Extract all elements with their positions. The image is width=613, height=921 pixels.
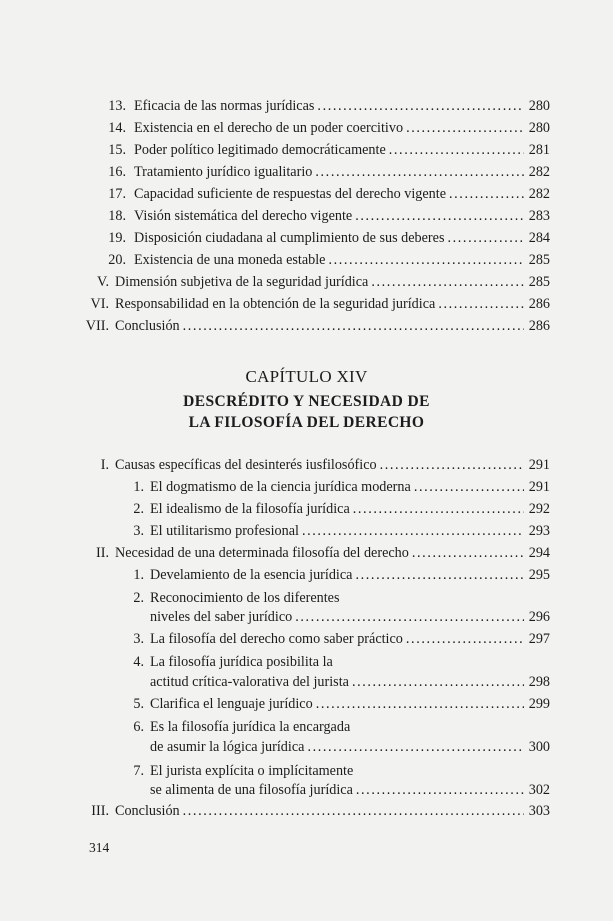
toc-entry [0, 272, 613, 292]
leader-dots [411, 477, 524, 497]
entry-line [134, 118, 550, 138]
leader-dots [409, 543, 524, 563]
entry-title: Existencia en el derecho de un poder coercitivo [134, 120, 404, 136]
entry-number: 5. [133, 696, 144, 712]
entry-title-continued: actitud crítica-valorativa del jurista [150, 674, 349, 690]
entry-title: Es la filosofía jurídica la encargada [150, 719, 351, 735]
entry-title: Dimensión subjetiva de la seguridad jurídica [115, 274, 369, 290]
leader-dots [299, 521, 524, 541]
entry-page: 293 [528, 523, 550, 539]
entry-line [150, 629, 550, 649]
toc-entry [0, 184, 613, 204]
entry-line [115, 455, 550, 475]
toc-entry [0, 140, 613, 160]
toc-entry [0, 499, 613, 519]
entry-page: 299 [528, 696, 550, 712]
entry-number: 13. [108, 98, 126, 114]
entry-line [134, 162, 550, 182]
toc-entry [0, 162, 613, 182]
entry-page: 282 [528, 164, 550, 180]
toc-entry [0, 652, 613, 672]
entry-number: 2. [133, 501, 144, 517]
entry-line [134, 140, 550, 160]
toc-entry [0, 588, 613, 608]
chapter-label: CAPÍTULO XIV [245, 367, 368, 386]
toc-entry-continuation [0, 737, 613, 757]
entry-title-continued: de asumir la lógica jurídica [150, 739, 305, 755]
entry-page: 302 [528, 782, 550, 798]
entry-page: 297 [528, 631, 550, 647]
entry-page: 283 [528, 208, 550, 224]
entry-number: II. [96, 545, 109, 561]
entry-line [150, 565, 550, 585]
entry-page: 292 [528, 501, 550, 517]
leader-dots [403, 118, 524, 138]
chapter-title-line-1: DESCRÉDITO Y NECESIDAD DE [183, 393, 430, 410]
leader-dots [313, 694, 524, 714]
entry-number: 15. [108, 142, 126, 158]
entry-line [150, 694, 550, 714]
entry-page: 286 [528, 318, 550, 334]
entry-title: Conclusión [115, 803, 180, 819]
entry-title: La filosofía jurídica posibilita la [150, 654, 333, 670]
entry-line [150, 672, 550, 692]
leader-dots [352, 565, 524, 585]
entry-title: Disposición ciudadana al cumplimiento de sus deberes [134, 230, 445, 246]
entry-title: Eficacia de las normas jurídicas [134, 98, 315, 114]
entry-page: 300 [528, 739, 550, 755]
entry-number: 16. [108, 164, 126, 180]
entry-line [150, 780, 550, 800]
entry-title: Causas específicas del desinterés iusfilosófico [115, 457, 377, 473]
toc-entry [0, 316, 613, 336]
toc-entry [0, 118, 613, 138]
entry-line [134, 206, 550, 226]
entry-title: Clarifica el lenguaje jurídico [150, 696, 313, 712]
leader-dots [353, 780, 524, 800]
entry-page: 281 [528, 142, 550, 158]
entry-number: V. [97, 274, 109, 290]
entry-title: Existencia de una moneda estable [134, 252, 326, 268]
toc-entry [0, 455, 613, 475]
entry-number: III. [91, 803, 109, 819]
entry-title: El dogmatismo de la ciencia jurídica moderna [150, 479, 411, 495]
entry-title: La filosofía del derecho como saber práctico [150, 631, 403, 647]
toc-entry [0, 629, 613, 649]
toc-entry [0, 761, 613, 781]
entry-line [150, 477, 550, 497]
entry-title: Develamiento de la esencia jurídica [150, 567, 353, 583]
entry-number: 20. [108, 252, 126, 268]
entry-number: 6. [133, 719, 144, 735]
entry-number: 2. [133, 590, 144, 606]
toc-entry [0, 228, 613, 248]
entry-number: 19. [108, 230, 126, 246]
toc-entry [0, 717, 613, 737]
entry-title: Tratamiento jurídico igualitario [134, 164, 313, 180]
entry-line [115, 316, 550, 336]
entry-line [115, 801, 550, 821]
toc-entry [0, 521, 613, 541]
leader-dots [180, 801, 524, 821]
leader-dots [403, 629, 524, 649]
entry-page: 282 [528, 186, 550, 202]
entry-title: Responsabilidad en la obtención de la seguridad jurídica [115, 296, 436, 312]
entry-page: 296 [528, 609, 550, 625]
leader-dots [312, 162, 524, 182]
entry-number: 17. [108, 186, 126, 202]
entry-page: 280 [528, 98, 550, 114]
entry-page: 303 [528, 803, 550, 819]
leader-dots [350, 499, 524, 519]
entry-line [115, 543, 550, 563]
entry-number: 3. [133, 523, 144, 539]
entry-title: Necesidad de una determinada filosofía del derecho [115, 545, 409, 561]
entry-page: 286 [528, 296, 550, 312]
toc-entry [0, 250, 613, 270]
entry-title: Visión sistemática del derecho vigente [134, 208, 353, 224]
entry-page: 291 [528, 457, 550, 473]
entry-number: I. [100, 457, 109, 473]
entry-page: 285 [528, 252, 550, 268]
leader-dots [446, 184, 524, 204]
entry-page: 291 [528, 479, 550, 495]
entry-title: El jurista explícita o implícitamente [150, 763, 354, 779]
entry-number: 1. [133, 567, 144, 583]
entry-title: Reconocimiento de los diferentes [150, 590, 340, 606]
entry-line [134, 96, 550, 116]
entry-title: Capacidad suficiente de respuestas del derecho vigente [134, 186, 446, 202]
leader-dots [349, 672, 524, 692]
toc-entry [0, 543, 613, 563]
entry-line [134, 250, 550, 270]
entry-line [115, 272, 550, 292]
toc-entry [0, 206, 613, 226]
leader-dots [444, 228, 524, 248]
entry-number: VII. [85, 318, 109, 334]
entry-line [150, 499, 550, 519]
toc-entry [0, 96, 613, 116]
entry-page: 284 [528, 230, 550, 246]
entry-title-continued: se alimenta de una filosofía jurídica [150, 782, 353, 798]
leader-dots [377, 455, 524, 475]
entry-number: 7. [133, 763, 144, 779]
leader-dots [352, 206, 524, 226]
entry-number: 1. [133, 479, 144, 495]
toc-entry [0, 565, 613, 585]
entry-number: 18. [108, 208, 126, 224]
entry-page: 295 [528, 567, 550, 583]
toc-entry [0, 294, 613, 314]
entry-number: 3. [133, 631, 144, 647]
toc-entry [0, 477, 613, 497]
leader-dots [368, 272, 524, 292]
entry-title: Conclusión [115, 318, 180, 334]
chapter-title-line-2: LA FILOSOFÍA DEL DERECHO [188, 414, 425, 431]
entry-title: El utilitarismo profesional [150, 523, 299, 539]
entry-line [134, 184, 550, 204]
entry-line [134, 228, 550, 248]
leader-dots [304, 737, 524, 757]
entry-page: 298 [528, 674, 550, 690]
entry-page: 280 [528, 120, 550, 136]
toc-entry-continuation [0, 780, 613, 800]
toc-entry [0, 801, 613, 821]
toc-entry-continuation [0, 672, 613, 692]
leader-dots [435, 294, 524, 314]
entry-number: 14. [108, 120, 126, 136]
page-number: 314 [89, 840, 110, 855]
entry-number: 4. [133, 654, 144, 670]
entry-line [115, 294, 550, 314]
toc-entry [0, 694, 613, 714]
entry-page: 285 [528, 274, 550, 290]
entry-title-continued: niveles del saber jurídico [150, 609, 293, 625]
entry-title: Poder político legitimado democráticamente [134, 142, 386, 158]
leader-dots [325, 250, 524, 270]
entry-title: El idealismo de la filosofía jurídica [150, 501, 350, 517]
entry-line [150, 737, 550, 757]
leader-dots [314, 96, 524, 116]
entry-page: 294 [528, 545, 550, 561]
leader-dots [386, 140, 524, 160]
entry-line [150, 521, 550, 541]
leader-dots [180, 316, 524, 336]
entry-number: VI. [90, 296, 109, 312]
